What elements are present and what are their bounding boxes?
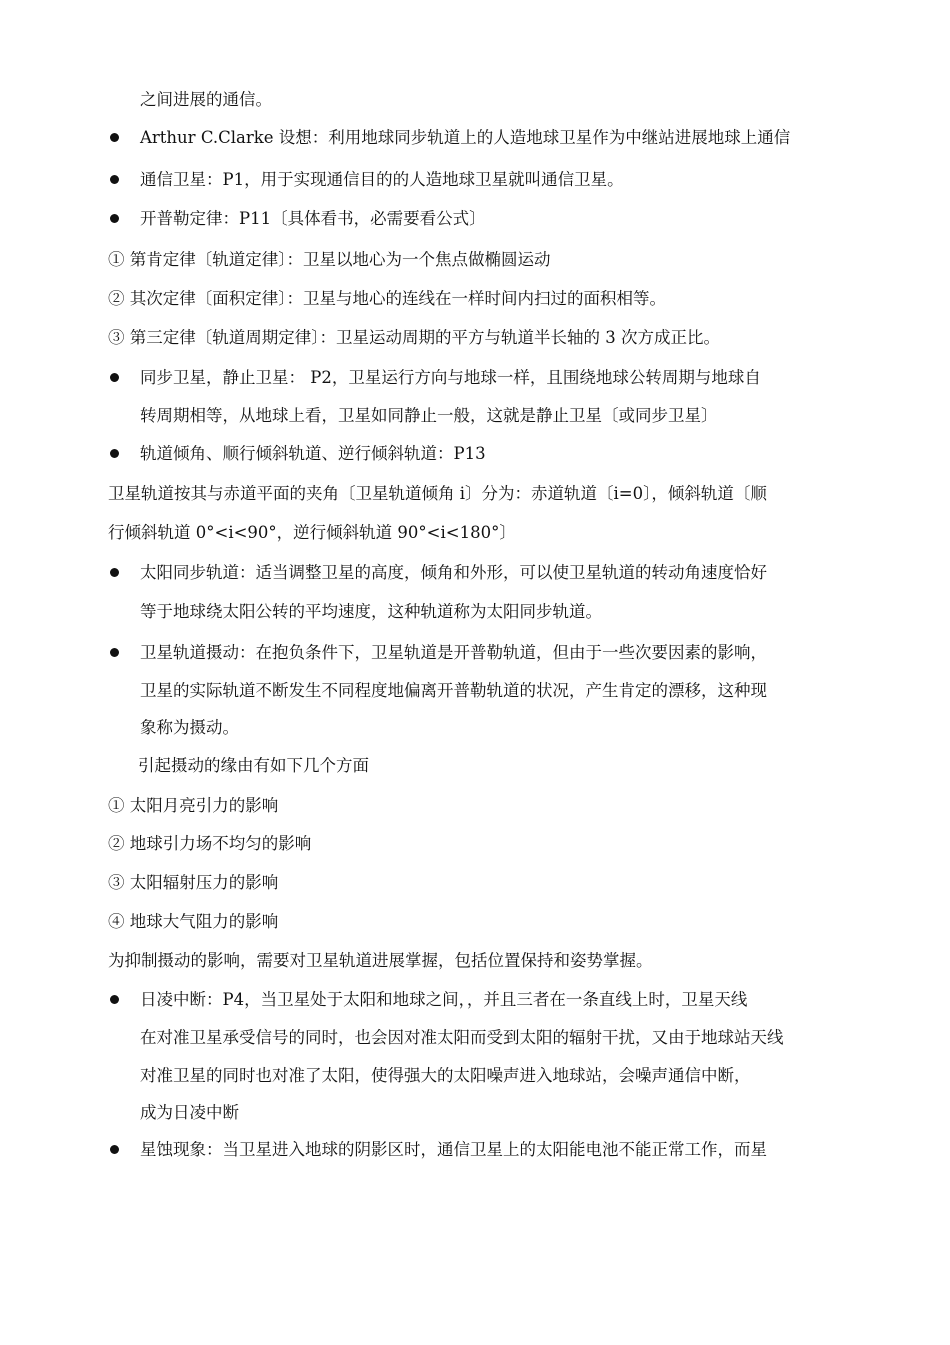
paragraph-line: 引起摄动的缘由有如下几个方面 xyxy=(138,756,369,775)
bullet-text-continuation: 对准卫星的同时也对准了太阳，使得强大的太阳噪声进入地球站，会噪声通信中断， xyxy=(140,1066,751,1085)
bullet-text: 同步卫星，静止卫星： P2，卫星运行方向与地球一样，且围绕地球公转周期与地球自 xyxy=(140,368,761,387)
paragraph-line: 为抑制摄动的影响，需要对卫星轨道进展掌握，包括位置保持和姿势掌握。 xyxy=(108,951,653,970)
numbered-item: ④ 地球大气阻力的影响 xyxy=(108,912,279,931)
bullet-text: 日凌中断：P4，当卫星处于太阳和地球之间，，并且三者在一条直线上时，卫星天线 xyxy=(140,990,748,1009)
bullet-text: 通信卫星：P1，用于实现通信目的的人造地球卫星就叫通信卫星。 xyxy=(140,170,624,189)
bullet-text-continuation: 转周期相等，从地球上看，卫星如同静止一般，这就是静止卫星〔或同步卫星〕 xyxy=(140,406,718,425)
bullet-text: 太阳同步轨道：适当调整卫星的高度，倾角和外形，可以使卫星轨道的转动角速度恰好 xyxy=(140,563,767,582)
numbered-item: ③ 第三定律〔轨道周期定律〕：卫星运动周期的平方与轨道半长轴的 3 次方成正比。 xyxy=(108,328,720,347)
bullet-text-continuation: 成为日凌中断 xyxy=(140,1103,239,1122)
numbered-item: ③ 太阳辐射压力的影响 xyxy=(108,873,279,892)
bullet-text: Arthur C.Clarke 设想：利用地球同步轨道上的人造地球卫星作为中继站进展地球上通信 xyxy=(140,128,791,147)
bullet-text: 星蚀现象：当卫星进入地球的阴影区时，通信卫星上的太阳能电池不能正常工作，而星 xyxy=(140,1140,767,1159)
bullet-icon xyxy=(110,995,119,1004)
bullet-icon xyxy=(110,175,119,184)
numbered-item: ② 地球引力场不均匀的影响 xyxy=(108,834,312,853)
bullet-icon xyxy=(110,1145,119,1154)
text-line: 之间进展的通信。 xyxy=(140,90,272,109)
numbered-item: ① 太阳月亮引力的影响 xyxy=(108,796,279,815)
bullet-icon xyxy=(110,449,119,458)
bullet-icon xyxy=(110,373,119,382)
bullet-text-continuation: 在对准卫星承受信号的同时，也会因对准太阳而受到太阳的辐射干扰，又由于地球站天线 xyxy=(140,1028,784,1047)
bullet-icon xyxy=(110,568,119,577)
bullet-icon xyxy=(110,214,119,223)
numbered-item: ① 第肯定律〔轨道定律〕：卫星以地心为一个焦点做椭圆运动 xyxy=(108,250,551,269)
paragraph-line: 卫星轨道按其与赤道平面的夹角〔卫星轨道倾角 i〕分为：赤道轨道〔i=0〕，倾斜轨道〔顺 xyxy=(108,484,767,503)
bullet-text-continuation: 卫星的实际轨道不断发生不同程度地偏离开普勒轨道的状况，产生肯定的漂移，这种现 xyxy=(140,681,767,700)
bullet-text-continuation: 等于地球绕太阳公转的平均速度，这种轨道称为太阳同步轨道。 xyxy=(140,602,602,621)
numbered-item: ② 其次定律〔面积定律〕：卫星与地心的连线在一样时间内扫过的面积相等。 xyxy=(108,289,666,308)
bullet-text: 开普勒定律：P11〔具体看书，必需要看公式〕 xyxy=(140,209,486,228)
bullet-text: 卫星轨道摄动：在抱负条件下，卫星轨道是开普勒轨道，但由于一些次要因素的影响， xyxy=(140,643,767,662)
bullet-icon xyxy=(110,648,119,657)
bullet-icon xyxy=(110,133,119,142)
bullet-text: 轨道倾角、顺行倾斜轨道、逆行倾斜轨道：P13 xyxy=(140,444,486,463)
paragraph-line: 行倾斜轨道 0°<i<90°，逆行倾斜轨道 90°<i<180°〕 xyxy=(108,523,516,542)
bullet-text-continuation: 象称为摄动。 xyxy=(140,718,239,737)
